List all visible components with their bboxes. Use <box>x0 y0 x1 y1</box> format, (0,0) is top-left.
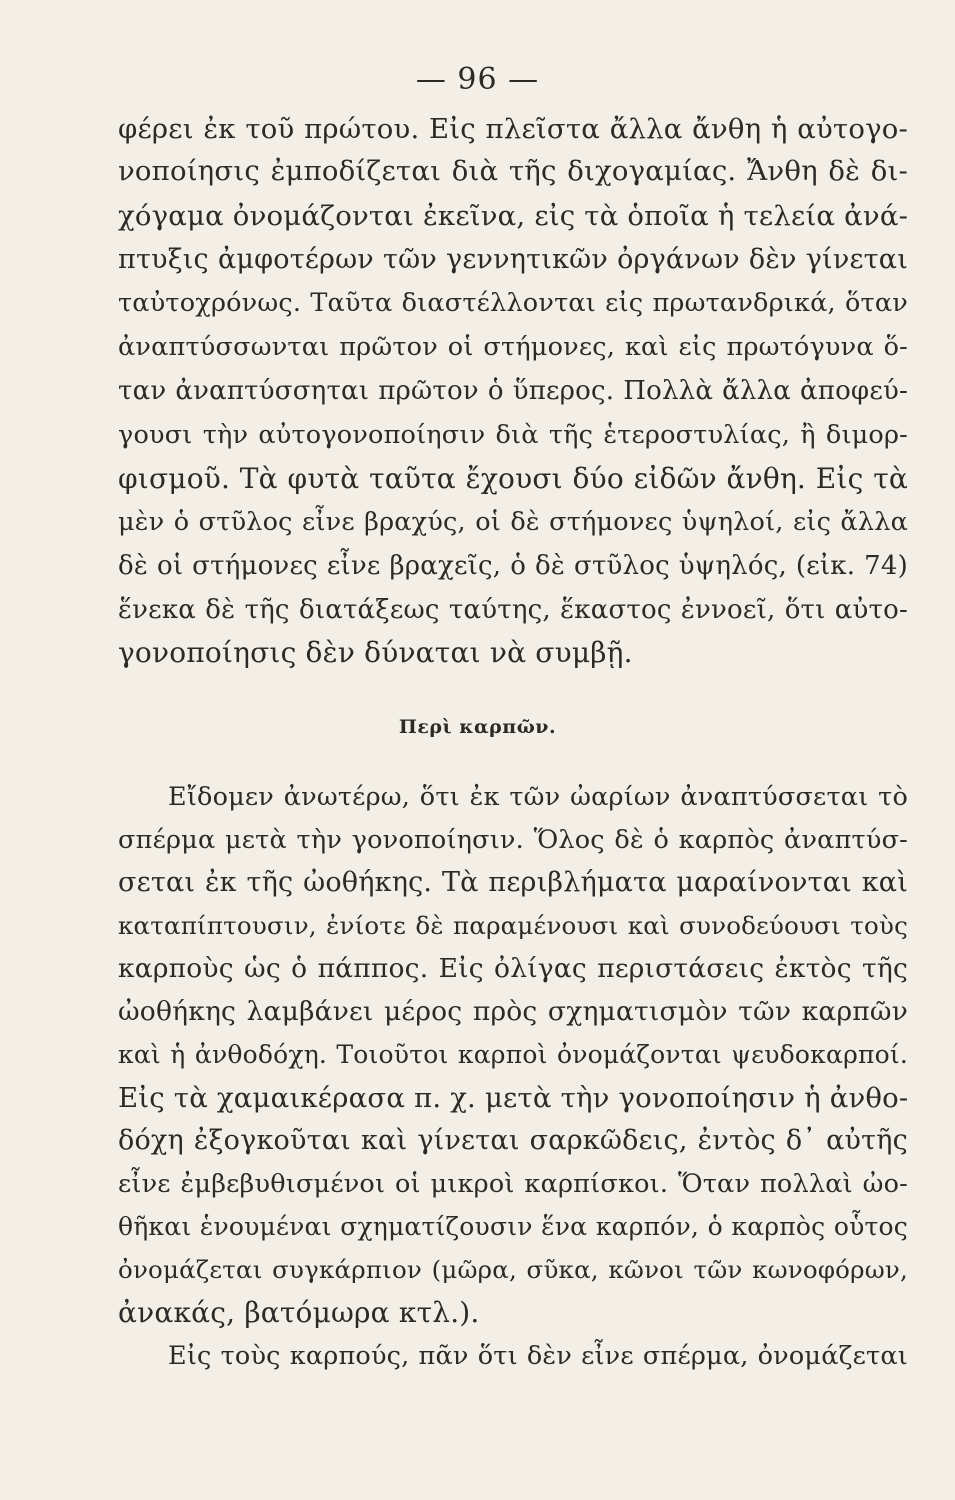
text-line: εἶνε ἐμβεβυθισμένοι οἱ μικροὶ καρπίσκοι. Ὅταν πολλαὶ ὠο- <box>118 1169 908 1199</box>
text-line: καρποὺς ὡς ὁ πάππος. Εἰς ὀλίγας περιστάσεις ἐκτὸς τῆς <box>118 953 908 984</box>
text-line: Εἴδομεν ἀνωτέρω, ὅτι ἐκ τῶν ὠαρίων ἀναπτύσσεται τὸ <box>168 782 908 812</box>
text-line: σεται ἐκ τῆς ὠοθήκης. Τὰ περιβλήματα μαραίνονται καὶ <box>118 867 908 898</box>
text-line: φισμοῦ. Τὰ φυτὰ ταῦτα ἔχουσι δύο εἰδῶν ἄνθη. Εἰς τὰ <box>118 462 908 495</box>
text-line: ὠοθήκης λαμβάνει μέρος πρὸς σχηματισμὸν τῶν καρπῶν <box>118 996 908 1027</box>
text-line: ὀνομάζεται συγκάρπιον (μῶρα, σῦκα, κῶνοι τῶν κωνοφόρων, <box>118 1255 908 1284</box>
text-line: δὲ οἱ στήμονες εἶνε βραχεῖς, ὁ δὲ στῦλος ὑψηλός, (εἰκ. 74) <box>118 551 908 581</box>
text-line: ἕνεκα δὲ τῆς διατάξεως ταύτης, ἕκαστος ἐννοεῖ, ὅτι αὐτο- <box>118 595 908 625</box>
text-line: καὶ ἡ ἀνθοδόχη. Τοιοῦτοι καρποὶ ὀνομάζονται ψευδοκαρποί. <box>118 1040 908 1069</box>
text-line: Εἰς τοὺς καρπούς, πᾶν ὅτι δὲν εἶνε σπέρμα, ὀνομάζεται <box>168 1341 908 1371</box>
page-number: — 96 — <box>415 62 540 97</box>
text-line: ἀνακάς, βατόμωρα κτλ.). <box>118 1296 480 1329</box>
text-line: χόγαμα ὀνομάζονται ἐκεῖνα, εἰς τὰ ὁποῖα ἡ τελεία ἀνά- <box>118 200 909 232</box>
text-line: μὲν ὁ στῦλος εἶνε βραχύς, οἱ δὲ στήμονες ὑψηλοί, εἰς ἄλλα <box>118 507 908 537</box>
text-line: θῆκαι ἑνουμέναι σχηματίζουσιν ἕνα καρπόν, ὁ καρπὸς οὗτος <box>118 1212 908 1241</box>
text-line: σπέρμα μετὰ τὴν γονοποίησιν. Ὅλος δὲ ὁ καρπὸς ἀναπτύσ- <box>118 825 908 855</box>
text-line: γουσι τὴν αὐτογονοποίησιν διὰ τῆς ἑτεροστυλίας, ἢ διμορ- <box>118 420 908 450</box>
text-line: Εἰς τὰ χαμαικέρασα π. χ. μετὰ τὴν γονοποίησιν ἡ ἀνθο- <box>118 1082 909 1114</box>
text-line: ἀναπτύσσωνται πρῶτον οἱ στήμονες, καὶ εἰς πρωτόγυνα ὅ- <box>118 332 908 362</box>
text-line: δόχη ἐξογκοῦται καὶ γίνεται σαρκῶδεις, ἐντὸς δ᾽ αὐτῆς <box>118 1125 908 1156</box>
text-line: ταν ἀναπτύσσηται πρῶτον ὁ ὕπερος. Πολλὰ ἄλλα ἀποφεύ- <box>118 376 908 406</box>
text-line: φέρει ἐκ τοῦ πρώτου. Εἰς πλεῖστα ἄλλα ἄνθη ἡ αὐτογο- <box>118 113 908 145</box>
text-line: γονοποίησις δὲν δύναται νὰ συμβῇ. <box>118 636 633 669</box>
text-line: ταὐτοχρόνως. Ταῦτα διαστέλλονται εἰς πρωτανδρικά, ὅταν <box>118 288 908 318</box>
text-line: νοποίησις ἐμποδίζεται διὰ τῆς διχογαμίας. Ἄνθη δὲ δι- <box>118 155 908 187</box>
text-line: καταπίπτουσιν, ἐνίοτε δὲ παραμένουσι καὶ συνοδεύουσι τοὺς <box>118 911 908 940</box>
section-heading: Περὶ καρπῶν. <box>398 716 557 738</box>
text-line: πτυξις ἀμφοτέρων τῶν γεννητικῶν ὀργάνων δὲν γίνεται <box>118 244 908 275</box>
